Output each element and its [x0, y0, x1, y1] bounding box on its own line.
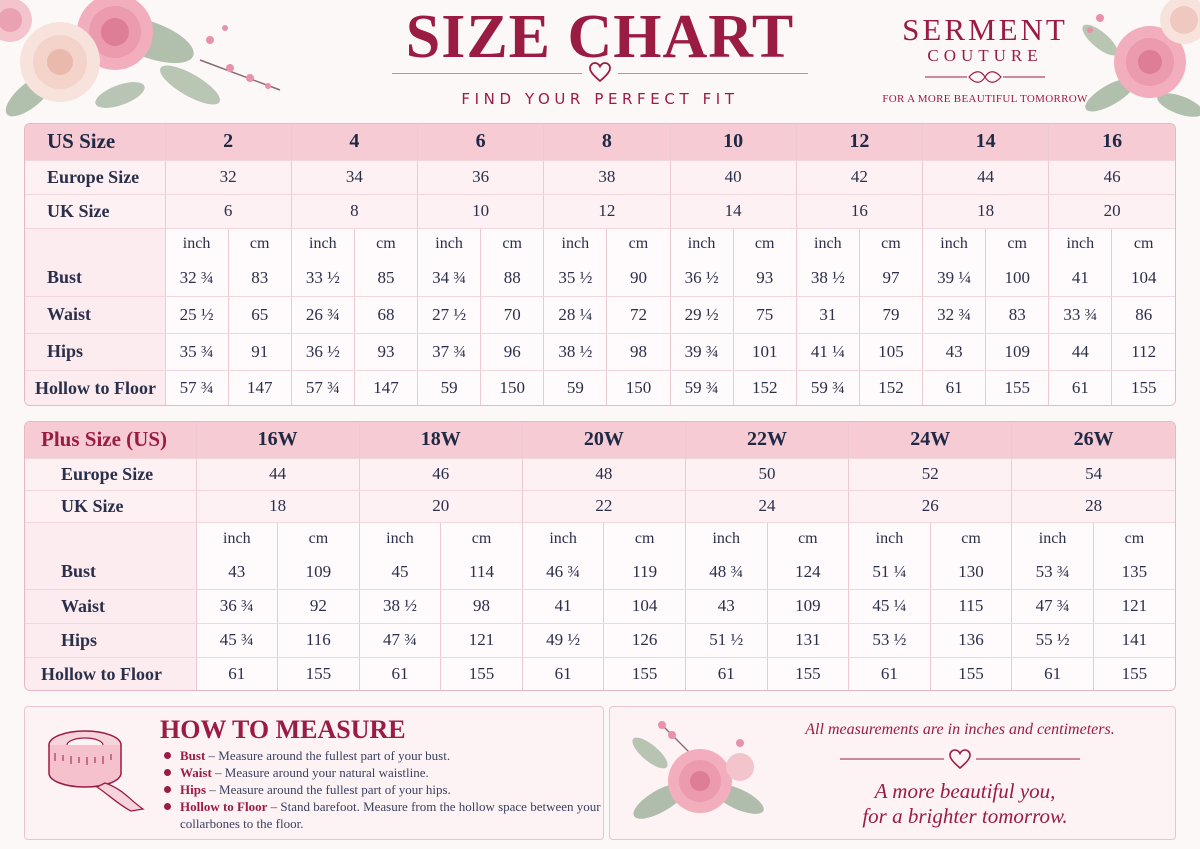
- measurement-row: [25, 589, 1175, 623]
- cm-value: 152: [733, 370, 796, 406]
- measure-text: – Measure around your natural waistline.: [211, 765, 429, 780]
- size-cell: 14: [923, 124, 1049, 160]
- inch-value: 41 ¼: [796, 333, 859, 370]
- cm-value: 155: [1093, 657, 1175, 691]
- size-cell: 22: [522, 490, 685, 522]
- unit-inch-label: inch: [1049, 228, 1112, 260]
- inch-value: 33 ½: [291, 260, 354, 296]
- measurement-label: Hips: [25, 623, 196, 657]
- cm-value: 109: [278, 555, 360, 589]
- inch-value: 59: [544, 370, 607, 406]
- cm-value: 126: [604, 623, 686, 657]
- inch-value: 53 ¾: [1012, 555, 1094, 589]
- measure-text: – Measure around the fullest part of your bust.: [205, 748, 451, 763]
- list-item: [161, 798, 601, 832]
- inch-value: 34 ¾: [418, 260, 481, 296]
- unit-cm-label: cm: [1093, 522, 1175, 555]
- inch-value: 55 ½: [1012, 623, 1094, 657]
- cm-value: 72: [607, 296, 670, 333]
- unit-inch-label: inch: [196, 522, 278, 555]
- cm-value: 155: [441, 657, 523, 691]
- inch-value: 36 ½: [291, 333, 354, 370]
- unit-cm-label: cm: [441, 522, 523, 555]
- divider: [392, 73, 582, 74]
- inch-value: 41: [522, 589, 604, 623]
- unit-inch-label: inch: [359, 522, 441, 555]
- unit-inch-label: inch: [522, 522, 604, 555]
- inch-value: 45 ¾: [196, 623, 278, 657]
- size-cell: 10: [418, 194, 544, 228]
- rose-bouquet-icon: [1080, 0, 1200, 125]
- cm-value: 150: [607, 370, 670, 406]
- unit-inch-label: inch: [1012, 522, 1094, 555]
- inch-value: 61: [359, 657, 441, 691]
- inch-value: 61: [196, 657, 278, 691]
- cm-value: 91: [228, 333, 291, 370]
- cm-value: 92: [278, 589, 360, 623]
- uk-size-row: [25, 490, 1175, 522]
- size-cell: 34: [291, 160, 417, 194]
- unit-row-label: [25, 522, 196, 555]
- measurement-label: Hollow to Floor: [25, 370, 165, 406]
- size-cell: 18: [196, 490, 359, 522]
- inch-value: 51 ½: [685, 623, 767, 657]
- measurement-label: Bust: [25, 260, 165, 296]
- cm-value: 119: [604, 555, 686, 589]
- cm-value: 101: [733, 333, 796, 370]
- size-cell: 24W: [849, 422, 1012, 458]
- cm-value: 152: [859, 370, 922, 406]
- cm-value: 135: [1093, 555, 1175, 589]
- inch-value: 61: [522, 657, 604, 691]
- inch-value: 53 ½: [849, 623, 931, 657]
- cm-value: 68: [354, 296, 417, 333]
- size-cell: 44: [196, 458, 359, 490]
- unit-cm-label: cm: [278, 522, 360, 555]
- page-title: SIZE CHART: [405, 3, 795, 71]
- unit-inch-label: inch: [923, 228, 986, 260]
- inch-value: 25 ½: [165, 296, 228, 333]
- inch-value: 49 ½: [522, 623, 604, 657]
- divider: [618, 73, 808, 74]
- inch-value: 41: [1049, 260, 1112, 296]
- size-cell: 12: [544, 194, 670, 228]
- size-cell: 16W: [196, 422, 359, 458]
- slogan-line-2: for a brighter tomorrow.: [862, 804, 1068, 828]
- unit-cm-label: cm: [986, 228, 1049, 260]
- slogan-line-1: A more beautiful you,: [874, 779, 1056, 803]
- unit-cm-label: cm: [607, 228, 670, 260]
- cm-value: 98: [441, 589, 523, 623]
- size-cell: 18W: [359, 422, 522, 458]
- unit-inch-label: inch: [544, 228, 607, 260]
- inch-value: 35 ¾: [165, 333, 228, 370]
- rose-bouquet-icon: [0, 0, 290, 125]
- unit-inch-label: inch: [291, 228, 354, 260]
- measurement-label: Waist: [25, 296, 165, 333]
- size-header-row: [25, 422, 1175, 458]
- ornament-icon: [905, 68, 1065, 86]
- unit-inch-label: inch: [418, 228, 481, 260]
- size-cell: 16: [796, 194, 922, 228]
- measurement-label: Hips: [25, 333, 165, 370]
- cm-value: 98: [607, 333, 670, 370]
- size-cell: 14: [670, 194, 796, 228]
- unit-inch-label: inch: [165, 228, 228, 260]
- size-cell: 26: [849, 490, 1012, 522]
- size-cell: 44: [923, 160, 1049, 194]
- inch-value: 61: [1049, 370, 1112, 406]
- inch-value: 37 ¾: [418, 333, 481, 370]
- inch-value: 59 ¾: [670, 370, 733, 406]
- list-item: [161, 781, 601, 798]
- inch-value: 61: [849, 657, 931, 691]
- size-cell: 12: [796, 124, 922, 160]
- cm-value: 83: [986, 296, 1049, 333]
- cm-value: 83: [228, 260, 291, 296]
- size-cell: 10: [670, 124, 796, 160]
- cm-value: 86: [1112, 296, 1175, 333]
- cm-value: 131: [767, 623, 849, 657]
- size-cell: 46: [359, 458, 522, 490]
- inch-value: 48 ¾: [685, 555, 767, 589]
- inch-value: 47 ¾: [359, 623, 441, 657]
- size-cell: 24: [685, 490, 848, 522]
- rose-bouquet-icon: [620, 713, 770, 837]
- unit-cm-label: cm: [859, 228, 922, 260]
- unit-cm-label: cm: [733, 228, 796, 260]
- inch-value: 35 ½: [544, 260, 607, 296]
- measurement-row: [25, 555, 1175, 589]
- inch-value: 29 ½: [670, 296, 733, 333]
- measurement-row: [25, 657, 1175, 691]
- unit-cm-label: cm: [228, 228, 291, 260]
- unit-cm-label: cm: [1112, 228, 1175, 260]
- cm-value: 155: [767, 657, 849, 691]
- size-cell: 38: [544, 160, 670, 194]
- inch-value: 28 ¼: [544, 296, 607, 333]
- cm-value: 155: [930, 657, 1012, 691]
- size-cell: 6: [165, 194, 291, 228]
- inch-value: 51 ¼: [849, 555, 931, 589]
- cm-value: 147: [228, 370, 291, 406]
- measurement-label: Bust: [25, 555, 196, 589]
- cm-value: 88: [481, 260, 544, 296]
- inch-value: 45 ¼: [849, 589, 931, 623]
- measurement-label: Hollow to Floor: [25, 657, 196, 691]
- heart-icon: [588, 60, 612, 84]
- uk-size-label: UK Size: [25, 194, 165, 228]
- size-cell: 48: [522, 458, 685, 490]
- size-cell: 54: [1012, 458, 1175, 490]
- size-cell: 36: [418, 160, 544, 194]
- us-size-label: US Size: [25, 124, 165, 160]
- inch-value: 47 ¾: [1012, 589, 1094, 623]
- uk-size-label: UK Size: [25, 490, 196, 522]
- europe-size-row: [25, 160, 1175, 194]
- size-cell: 8: [544, 124, 670, 160]
- measure-term: Hips: [180, 782, 207, 797]
- cm-value: 96: [481, 333, 544, 370]
- measurement-row: [25, 296, 1175, 333]
- brand-tagline: FOR A MORE BEAUTIFUL TOMORROW: [882, 93, 1088, 105]
- page-subtitle: FIND YOUR PERFECT FIT: [461, 90, 739, 108]
- cm-value: 105: [859, 333, 922, 370]
- cm-value: 104: [604, 589, 686, 623]
- unit-inch-label: inch: [670, 228, 733, 260]
- inch-value: 36 ¾: [196, 589, 278, 623]
- size-cell: 6: [418, 124, 544, 160]
- inch-value: 38 ½: [359, 589, 441, 623]
- measurement-row: [25, 623, 1175, 657]
- europe-size-row: [25, 458, 1175, 490]
- unit-cm-label: cm: [930, 522, 1012, 555]
- plus-size-table: [24, 421, 1176, 691]
- cm-value: 141: [1093, 623, 1175, 657]
- cm-value: 116: [278, 623, 360, 657]
- inch-value: 31: [796, 296, 859, 333]
- unit-row-label: [25, 228, 165, 260]
- cm-value: 97: [859, 260, 922, 296]
- inch-value: 43: [196, 555, 278, 589]
- inch-value: 61: [923, 370, 986, 406]
- inch-value: 57 ¾: [165, 370, 228, 406]
- cm-value: 121: [1093, 589, 1175, 623]
- cm-value: 155: [604, 657, 686, 691]
- measure-text: – Measure around the fullest part of your hips.: [206, 782, 451, 797]
- cm-value: 121: [441, 623, 523, 657]
- size-cell: 20W: [522, 422, 685, 458]
- unit-inch-label: inch: [685, 522, 767, 555]
- size-cell: 32: [165, 160, 291, 194]
- list-item: [161, 764, 601, 781]
- inch-value: 43: [685, 589, 767, 623]
- cm-value: 124: [767, 555, 849, 589]
- inch-value: 39 ¼: [923, 260, 986, 296]
- how-to-measure-panel: [24, 706, 604, 840]
- size-cell: 50: [685, 458, 848, 490]
- uk-size-row: [25, 194, 1175, 228]
- inch-value: 59 ¾: [796, 370, 859, 406]
- unit-row: [25, 228, 1175, 260]
- inch-value: 32 ¾: [165, 260, 228, 296]
- size-cell: 16: [1049, 124, 1175, 160]
- size-cell: 8: [291, 194, 417, 228]
- size-cell: 20: [359, 490, 522, 522]
- size-cell: 40: [670, 160, 796, 194]
- size-cell: 22W: [685, 422, 848, 458]
- cm-value: 104: [1112, 260, 1175, 296]
- europe-size-label: Europe Size: [25, 160, 165, 194]
- cm-value: 75: [733, 296, 796, 333]
- unit-cm-label: cm: [354, 228, 417, 260]
- cm-value: 109: [767, 589, 849, 623]
- list-item: [161, 747, 601, 764]
- size-cell: 2: [165, 124, 291, 160]
- size-cell: 28: [1012, 490, 1175, 522]
- size-cell: 26W: [1012, 422, 1175, 458]
- inch-value: 59: [418, 370, 481, 406]
- cm-value: 93: [354, 333, 417, 370]
- inch-value: 33 ¾: [1049, 296, 1112, 333]
- measurement-label: Waist: [25, 589, 196, 623]
- inch-value: 39 ¾: [670, 333, 733, 370]
- measure-text: – Stand barefoot. Measure from the hollow space between your collarbones to the floor.: [180, 799, 601, 831]
- brand-logo: [880, 14, 1090, 105]
- measure-term: Waist: [180, 765, 212, 780]
- cm-value: 130: [930, 555, 1012, 589]
- plus-size-label: Plus Size (US): [25, 422, 196, 458]
- inch-value: 44: [1049, 333, 1112, 370]
- inch-value: 45: [359, 555, 441, 589]
- cm-value: 65: [228, 296, 291, 333]
- size-cell: 52: [849, 458, 1012, 490]
- cm-value: 150: [481, 370, 544, 406]
- inch-value: 46 ¾: [522, 555, 604, 589]
- inch-value: 32 ¾: [923, 296, 986, 333]
- how-to-measure-list: [161, 747, 601, 832]
- cm-value: 79: [859, 296, 922, 333]
- cm-value: 155: [986, 370, 1049, 406]
- inch-value: 26 ¾: [291, 296, 354, 333]
- cm-value: 70: [481, 296, 544, 333]
- size-cell: 4: [291, 124, 417, 160]
- size-header-row: [25, 124, 1175, 160]
- unit-inch-label: inch: [796, 228, 859, 260]
- inch-value: 61: [1012, 657, 1094, 691]
- unit-cm-label: cm: [767, 522, 849, 555]
- measure-term: Hollow to Floor: [180, 799, 268, 814]
- inch-value: 27 ½: [418, 296, 481, 333]
- measuring-tape-icon: [45, 723, 149, 813]
- unit-cm-label: cm: [604, 522, 686, 555]
- cm-value: 109: [986, 333, 1049, 370]
- measurement-row: [25, 260, 1175, 296]
- europe-size-label: Europe Size: [25, 458, 196, 490]
- size-cell: 20: [1049, 194, 1175, 228]
- inch-value: 57 ¾: [291, 370, 354, 406]
- standard-size-table: [24, 123, 1176, 406]
- slogan: [800, 779, 1130, 829]
- size-cell: 42: [796, 160, 922, 194]
- inch-value: 43: [923, 333, 986, 370]
- unit-inch-label: inch: [849, 522, 931, 555]
- cm-value: 114: [441, 555, 523, 589]
- inch-value: 38 ½: [796, 260, 859, 296]
- cm-value: 155: [1112, 370, 1175, 406]
- how-to-measure-title: HOW TO MEASURE: [160, 715, 406, 744]
- brand-name: SERMENT: [902, 12, 1068, 47]
- units-note: All measurements are in inches and centimeters.: [805, 721, 1115, 738]
- cm-value: 147: [354, 370, 417, 406]
- measure-term: Bust: [180, 748, 206, 763]
- cm-value: 136: [930, 623, 1012, 657]
- note-panel: [609, 706, 1176, 840]
- inch-value: 36 ½: [670, 260, 733, 296]
- size-cell: 18: [923, 194, 1049, 228]
- cm-value: 90: [607, 260, 670, 296]
- inch-value: 61: [685, 657, 767, 691]
- cm-value: 93: [733, 260, 796, 296]
- measurement-row: [25, 333, 1175, 370]
- measurement-row: [25, 370, 1175, 406]
- inch-value: 38 ½: [544, 333, 607, 370]
- cm-value: 85: [354, 260, 417, 296]
- cm-value: 100: [986, 260, 1049, 296]
- brand-sub: COUTURE: [927, 46, 1043, 65]
- size-cell: 46: [1049, 160, 1175, 194]
- cm-value: 112: [1112, 333, 1175, 370]
- unit-cm-label: cm: [481, 228, 544, 260]
- cm-value: 115: [930, 589, 1012, 623]
- cm-value: 155: [278, 657, 360, 691]
- unit-row: [25, 522, 1175, 555]
- heart-icon: [840, 747, 1080, 771]
